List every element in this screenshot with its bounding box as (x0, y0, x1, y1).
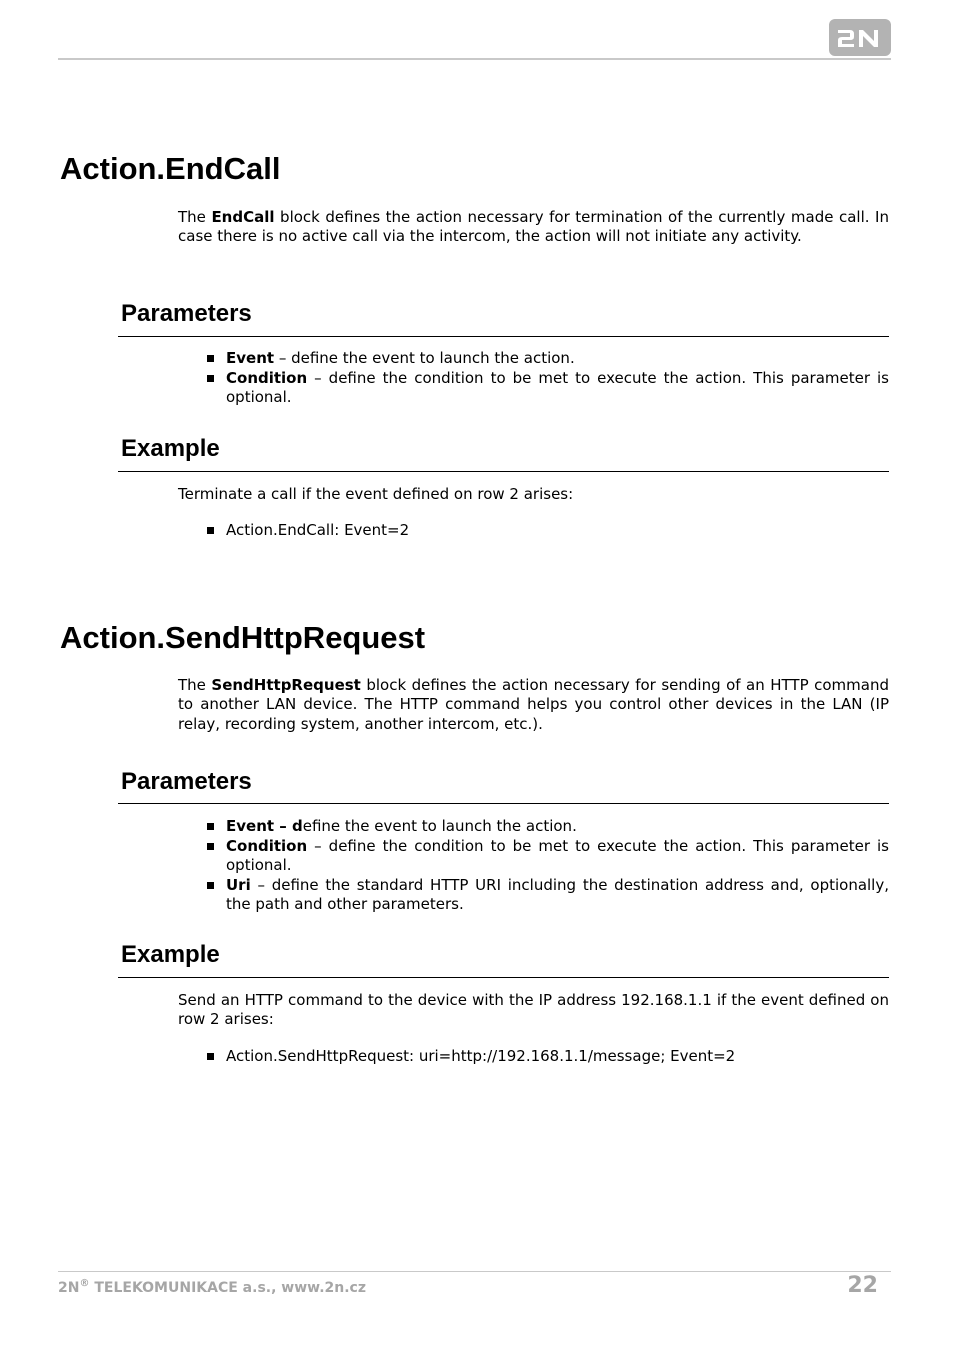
list-item (206, 837, 889, 876)
registered-mark: ® (79, 1278, 90, 1289)
param-name: Event (226, 817, 275, 835)
heading-rule (118, 471, 889, 472)
list-item (206, 521, 889, 541)
bullet-square-icon (207, 823, 214, 830)
param-desc: – define the condition to be met to execute the action. This parameter is optional. (226, 368, 889, 406)
header-rule (58, 58, 891, 60)
section-title-endcall: Action.EndCall (60, 151, 281, 186)
company-logo (829, 19, 891, 56)
param-desc: – define the condition to be met to execute the action. This parameter is optional. (226, 836, 889, 874)
sendhttprequest-parameters-heading: Parameters (121, 768, 252, 795)
bullet-square-icon (207, 1053, 214, 1060)
endcall-parameters-list (206, 349, 889, 408)
footer-company-text: TELEKOMUNIKACE a.s., www.2n.cz (89, 1280, 366, 1296)
sendhttprequest-intro (178, 676, 889, 734)
intro-text: The (178, 208, 212, 226)
footer-rule (58, 1271, 891, 1272)
endcall-example-list (206, 521, 889, 541)
list-item (206, 1047, 889, 1067)
heading-rule (118, 977, 889, 978)
sendhttprequest-example-heading: Example (121, 941, 220, 968)
param-desc-bold: – d (274, 817, 303, 835)
footer-company (58, 1279, 366, 1297)
bullet-square-icon (207, 882, 214, 889)
sendhttprequest-parameters-list (206, 817, 889, 915)
logo-2n-graphic (829, 19, 891, 56)
intro-text: The (178, 676, 212, 694)
endcall-example-heading: Example (121, 435, 220, 462)
bullet-square-icon (207, 527, 214, 534)
heading-rule (118, 336, 889, 337)
page-number: 22 (847, 1273, 878, 1298)
sendhttprequest-example-text: Send an HTTP command to the device with the IP address 192.168.1.1 if the event defined on row 2 arises: (178, 991, 889, 1029)
param-desc: efine the event to launch the action. (302, 817, 577, 835)
param-name: Uri (226, 875, 251, 894)
example-code: Action.SendHttpRequest: uri=http://192.168.1.1/message; Event=2 (226, 1047, 736, 1065)
intro-block-name: EndCall (211, 208, 275, 226)
endcall-intro (178, 208, 889, 247)
intro-text: block defines the action necessary for termination of the currently made call. In case there is no active call via the intercom, the action will not initiate any activity. (178, 208, 889, 246)
endcall-example-text: Terminate a call if the event defined on row 2 arises: (178, 485, 574, 503)
list-item (206, 876, 889, 915)
bullet-square-icon (207, 375, 214, 382)
param-desc: – define the event to launch the action. (274, 349, 575, 367)
param-desc: – define the standard HTTP URI including the destination address and, optionally, the path and other parameters. (226, 875, 889, 913)
param-name: Event (226, 349, 275, 367)
example-code: Action.EndCall: Event=2 (226, 521, 410, 539)
list-item (206, 369, 889, 408)
list-item (206, 817, 889, 837)
bullet-square-icon (207, 843, 214, 850)
endcall-parameters-heading: Parameters (121, 300, 252, 327)
footer-brand: 2N (58, 1280, 80, 1296)
param-name: Condition (226, 368, 308, 387)
section-title-sendhttprequest: Action.SendHttpRequest (60, 620, 426, 655)
intro-text: block defines the action necessary for sending of an HTTP command to another LAN device. The HTTP command helps you control other devices in the LAN (IP relay, recording system, another intercom, etc.). (178, 676, 890, 733)
heading-rule (118, 803, 889, 804)
list-item (206, 349, 889, 369)
param-name: Condition (226, 836, 308, 855)
sendhttprequest-example-list (206, 1047, 889, 1067)
intro-block-name: SendHttpRequest (211, 676, 361, 694)
bullet-square-icon (207, 355, 214, 362)
